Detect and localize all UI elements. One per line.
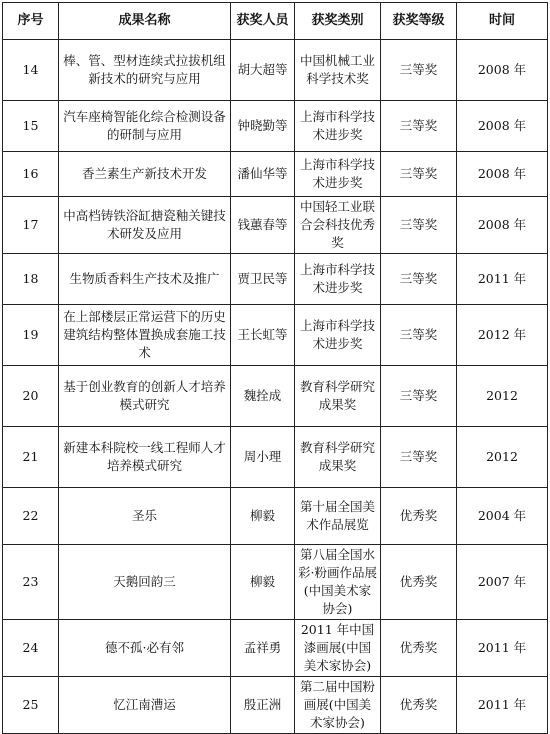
- cell-num: 23: [3, 545, 59, 620]
- cell-time: 2011 年: [457, 254, 548, 305]
- cell-num: 25: [3, 677, 59, 734]
- table-row: [3, 366, 548, 427]
- cell-name: 圣乐: [59, 488, 231, 545]
- cell-person: 孟祥勇: [231, 620, 295, 677]
- cell-person: 胡大超等: [231, 40, 295, 101]
- cell-num: 18: [3, 254, 59, 305]
- cell-category: 上海市科学技术进步奖: [295, 101, 381, 152]
- cell-person: 柳毅: [231, 488, 295, 545]
- cell-level: 三等奖: [381, 152, 457, 197]
- cell-level: 优秀奖: [381, 488, 457, 545]
- header-category: 获奖类别: [295, 3, 381, 40]
- cell-category: 教育科学研究成果奖: [295, 366, 381, 427]
- cell-level: 三等奖: [381, 427, 457, 488]
- table-row: [3, 305, 548, 366]
- cell-category: 教育科学研究成果奖: [295, 427, 381, 488]
- table-row: [3, 40, 548, 101]
- cell-time: 2011 年: [457, 677, 548, 734]
- cell-num: 16: [3, 152, 59, 197]
- header-time: 时间: [457, 3, 548, 40]
- cell-name: 棒、管、型材连续式拉拔机组新技术的研究与应用: [59, 40, 231, 101]
- cell-level: 优秀奖: [381, 620, 457, 677]
- table-row: [3, 620, 548, 677]
- cell-time: 2008 年: [457, 40, 548, 101]
- cell-category: 上海市科学技术进步奖: [295, 152, 381, 197]
- cell-name: 中高档铸铁浴缸搪瓷釉关键技术研发及应用: [59, 197, 231, 254]
- table-row: [3, 152, 548, 197]
- cell-person: 柳毅: [231, 545, 295, 620]
- cell-name: 忆江南漕运: [59, 677, 231, 734]
- table-row: [3, 254, 548, 305]
- cell-level: 优秀奖: [381, 677, 457, 734]
- cell-name: 基于创业教育的创新人才培养模式研究: [59, 366, 231, 427]
- header-name: 成果名称: [59, 3, 231, 40]
- cell-category: 第十届全国美术作品展览: [295, 488, 381, 545]
- cell-time: 2008 年: [457, 152, 548, 197]
- cell-person: 王长虹等: [231, 305, 295, 366]
- header-level: 获奖等级: [381, 3, 457, 40]
- cell-num: 17: [3, 197, 59, 254]
- cell-num: 24: [3, 620, 59, 677]
- cell-level: 三等奖: [381, 40, 457, 101]
- header-num: 序号: [3, 3, 59, 40]
- cell-level: 三等奖: [381, 197, 457, 254]
- cell-level: 三等奖: [381, 366, 457, 427]
- cell-name: 汽车座椅智能化综合检测设备的研制与应用: [59, 101, 231, 152]
- cell-category: 第八届全国水彩·粉画作品展(中国美术家协会): [295, 545, 381, 620]
- cell-time: 2012: [457, 427, 548, 488]
- cell-num: 20: [3, 366, 59, 427]
- cell-time: 2008 年: [457, 197, 548, 254]
- cell-name: 香兰素生产新技术开发: [59, 152, 231, 197]
- cell-category: 中国轻工业联合会科技优秀奖: [295, 197, 381, 254]
- cell-person: 殷正洲: [231, 677, 295, 734]
- cell-person: 魏拴成: [231, 366, 295, 427]
- cell-category: 2011 年中国漆画展(中国美术家协会): [295, 620, 381, 677]
- cell-num: 14: [3, 40, 59, 101]
- awards-table: [2, 2, 548, 734]
- cell-name: 天鹅回韵三: [59, 545, 231, 620]
- cell-category: 上海市科学技术进步奖: [295, 254, 381, 305]
- cell-person: 钱蕙春等: [231, 197, 295, 254]
- cell-time: 2012 年: [457, 305, 548, 366]
- table-row: [3, 101, 548, 152]
- cell-category: 上海市科学技术进步奖: [295, 305, 381, 366]
- cell-name: 生物质香料生产技术及推广: [59, 254, 231, 305]
- table-row: [3, 197, 548, 254]
- cell-num: 22: [3, 488, 59, 545]
- table-row: [3, 545, 548, 620]
- cell-name: 在上部楼层正常运营下的历史建筑结构整体置换成套施工技术: [59, 305, 231, 366]
- cell-person: 周小理: [231, 427, 295, 488]
- cell-name: 德不孤·必有邻: [59, 620, 231, 677]
- cell-num: 21: [3, 427, 59, 488]
- cell-time: 2011 年: [457, 620, 548, 677]
- cell-person: 贾卫民等: [231, 254, 295, 305]
- header-row: [3, 3, 548, 40]
- cell-num: 19: [3, 305, 59, 366]
- header-person: 获奖人员: [231, 3, 295, 40]
- cell-time: 2012: [457, 366, 548, 427]
- cell-person: 钟晓勤等: [231, 101, 295, 152]
- cell-name: 新建本科院校一线工程师人才培养模式研究: [59, 427, 231, 488]
- cell-time: 2004 年: [457, 488, 548, 545]
- cell-num: 15: [3, 101, 59, 152]
- cell-level: 优秀奖: [381, 545, 457, 620]
- cell-level: 三等奖: [381, 254, 457, 305]
- cell-time: 2007 年: [457, 545, 548, 620]
- cell-category: 第二届中国粉画展(中国美术家协会): [295, 677, 381, 734]
- cell-level: 三等奖: [381, 305, 457, 366]
- cell-category: 中国机械工业科学技术奖: [295, 40, 381, 101]
- cell-person: 潘仙华等: [231, 152, 295, 197]
- table-row: [3, 677, 548, 734]
- table-row: [3, 488, 548, 545]
- cell-time: 2008 年: [457, 101, 548, 152]
- table-row: [3, 427, 548, 488]
- cell-level: 三等奖: [381, 101, 457, 152]
